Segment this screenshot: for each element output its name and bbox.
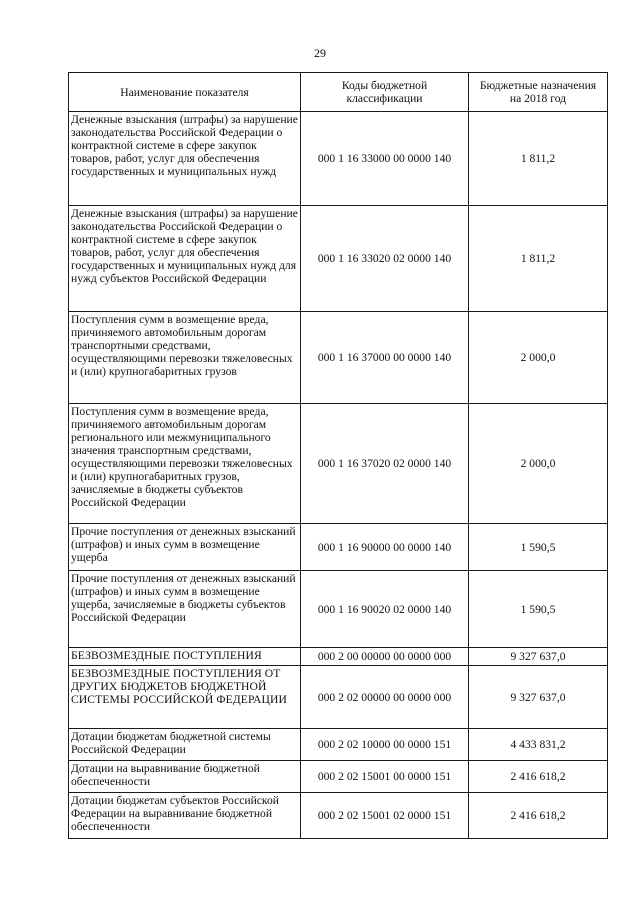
row-amount: 1 811,2 [469, 206, 608, 312]
header-budget-allocations: Бюджетные назначения на 2018 год [469, 73, 608, 112]
row-code: 000 1 16 90020 02 0000 140 [301, 571, 469, 648]
row-code: 000 1 16 33020 02 0000 140 [301, 206, 469, 312]
table-row [69, 729, 608, 761]
header-indicator-name: Наименование показателя [69, 73, 301, 112]
row-name: Прочие поступления от денежных взысканий (штрафов) и иных сумм в возмещение ущерба [69, 524, 301, 571]
row-amount: 2 000,0 [469, 404, 608, 524]
row-name: Прочие поступления от денежных взысканий (штрафов) и иных сумм в возмещение ущерба, зачисляемые в бюджеты субъектов Российской Федерации [69, 571, 301, 648]
row-amount: 2 000,0 [469, 312, 608, 404]
row-name: Поступления сумм в возмещение вреда, причиняемого автомобильным дорогам транспортными средствами, осуществляющими перевозки тяжеловесных и (или) крупногабаритных грузов [69, 312, 301, 404]
row-code: 000 1 16 37020 02 0000 140 [301, 404, 469, 524]
table-header-row [69, 73, 608, 112]
row-amount: 1 590,5 [469, 571, 608, 648]
row-code: 000 1 16 33000 00 0000 140 [301, 112, 469, 206]
row-name: Поступления сумм в возмещение вреда, причиняемого автомобильным дорогам регионального или межмуниципального значения транспортным средствами, осуществляющими перевозки тяжеловесных и (или) крупногабаритных грузов, зачисляемые в бюджеты субъектов Российской Федерации [69, 404, 301, 524]
table-row [69, 793, 608, 839]
row-amount: 9 327 637,0 [469, 666, 608, 729]
row-amount: 2 416 618,2 [469, 761, 608, 793]
header-budget-codes: Коды бюджетной классификации [301, 73, 469, 112]
row-name: БЕЗВОЗМЕЗДНЫЕ ПОСТУПЛЕНИЯ [69, 648, 301, 666]
row-amount: 1 811,2 [469, 112, 608, 206]
page-number: 29 [314, 46, 326, 60]
table-row [69, 112, 608, 206]
table-row [69, 312, 608, 404]
row-code: 000 2 02 00000 00 0000 000 [301, 666, 469, 729]
table-row [69, 571, 608, 648]
budget-table [68, 72, 608, 839]
row-name: Дотации бюджетам субъектов Российской Федерации на выравнивание бюджетной обеспеченности [69, 793, 301, 839]
row-code: 000 1 16 90000 00 0000 140 [301, 524, 469, 571]
row-code: 000 2 02 15001 02 0000 151 [301, 793, 469, 839]
row-name: Денежные взыскания (штрафы) за нарушение законодательства Российской Федерации о контрактной системе в сфере закупок товаров, работ, услуг для обеспечения государственных и муниципальных нужд [69, 112, 301, 206]
row-amount: 9 327 637,0 [469, 648, 608, 666]
row-amount: 1 590,5 [469, 524, 608, 571]
table-row [69, 206, 608, 312]
table-row [69, 404, 608, 524]
row-amount: 2 416 618,2 [469, 793, 608, 839]
table-row [69, 666, 608, 729]
row-code: 000 2 02 15001 00 0000 151 [301, 761, 469, 793]
row-name: БЕЗВОЗМЕЗДНЫЕ ПОСТУПЛЕНИЯ ОТ ДРУГИХ БЮДЖЕТОВ БЮДЖЕТНОЙ СИСТЕМЫ РОССИЙСКОЙ ФЕДЕРАЦИИ [69, 666, 301, 729]
table-row [69, 524, 608, 571]
row-amount: 4 433 831,2 [469, 729, 608, 761]
row-code: 000 2 02 10000 00 0000 151 [301, 729, 469, 761]
row-code: 000 2 00 00000 00 0000 000 [301, 648, 469, 666]
row-name: Дотации на выравнивание бюджетной обеспеченности [69, 761, 301, 793]
row-name: Дотации бюджетам бюджетной системы Российской Федерации [69, 729, 301, 761]
table-row [69, 648, 608, 666]
row-name: Денежные взыскания (штрафы) за нарушение законодательства Российской Федерации о контрактной системе в сфере закупок товаров, работ, услуг для обеспечения государственных и муниципальных нужд для нужд субъектов Российской Федерации [69, 206, 301, 312]
table-row [69, 761, 608, 793]
row-code: 000 1 16 37000 00 0000 140 [301, 312, 469, 404]
